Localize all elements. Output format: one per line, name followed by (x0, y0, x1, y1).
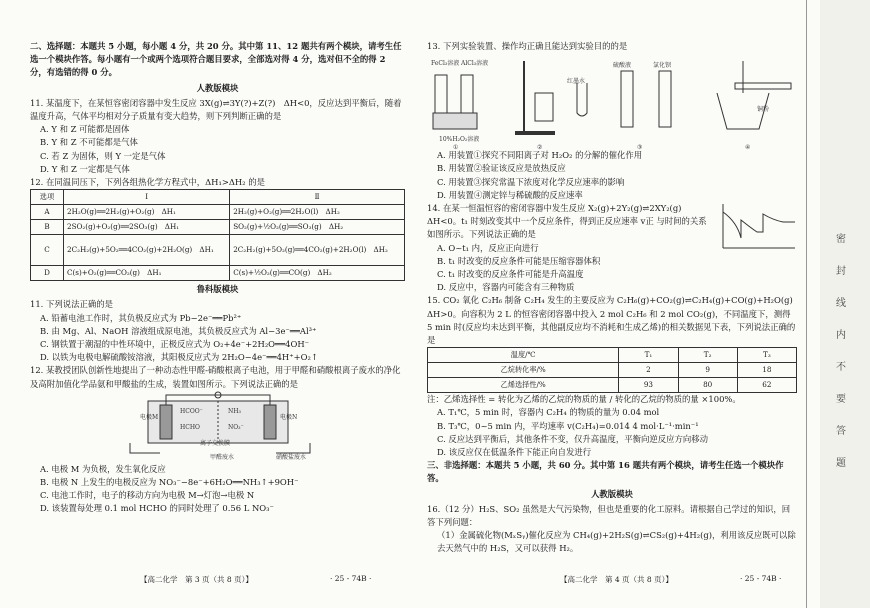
q11-stem: 11. 某温度下，在某恒容密闭容器中发生反应 3X(g)⇌3Y(?)+Z(?) ΔH<0，反应达到平衡后，随着温度升高，气体平均相对分子质量有变大趋势，则下列判断正确的是 (30, 97, 402, 122)
q13-option-c: C. 用装置③探究常温下浓度对化学反应速率的影响 (437, 176, 625, 187)
rate-time-graph (717, 202, 797, 252)
table-cell: 62 (737, 378, 796, 393)
table-header: 温度/℃ (428, 348, 619, 363)
spine-char: 密 (836, 234, 846, 245)
table-cell: 乙烯选择性/% (428, 378, 619, 393)
q15-table (427, 347, 797, 393)
spine-char: 不 (836, 362, 846, 373)
table-cell: C(s)+O₂(g)══CO₂(g) ΔH₁ (64, 266, 230, 281)
table-cell: B (31, 220, 64, 235)
table-cell: 93 (619, 378, 678, 393)
module-a-heading-right: 人教版模块 (591, 488, 633, 499)
table-row (31, 266, 405, 281)
q11b-option-b: B. 由 Mg、Al、NaOH 溶液组成原电池，其负极反应式为 Al−3e⁻══Al³⁺ (40, 325, 317, 336)
page-footer-right: 【高二化学 第 4 页（共 8 页）】 (560, 575, 673, 584)
q14-stem: 14. 在某一恒温恒容的密闭容器中发生反应 X₂(g)+2Y₂(g)⇌2XY₂(g) ΔH<0。t₁ 时刻改变其中一个反应条件，得到正反应速率 v正 与时间的关系如图所示。下列说法正确的是 (427, 203, 707, 240)
table-row (428, 363, 797, 378)
spine-char: 题 (836, 458, 846, 469)
q14-option-c: C. t₁ 时改变的反应条件可能是升高温度 (437, 269, 584, 280)
q15-option-a: A. T₁℃，5 min 时，容器内 C₂H₄ 的物质的量为 0.04 mol (437, 407, 660, 418)
fig-label: 10%H₂O₂溶液 (439, 136, 480, 144)
q11-option-d: D. Y 和 Z 一定都是气体 (40, 163, 130, 174)
table-header: T₁ (619, 348, 678, 363)
fig-label: 甲醛废水 (210, 453, 235, 461)
fig-label: ① (453, 144, 459, 152)
fig-label: 电极N (280, 413, 298, 421)
fig-label: HCOO⁻ (180, 407, 203, 415)
table-cell: SO₂(g)+½O₂(g)══SO₃(g) ΔH₂ (230, 220, 405, 235)
fig-label: HCHO (180, 423, 200, 431)
table-cell: 2SO₂(g)+O₂(g)══2SO₃(g) ΔH₁ (64, 220, 230, 235)
right-page (427, 40, 802, 556)
table-cell: 2H₂O(g)══2H₂(g)+O₂(g) ΔH₁ (64, 205, 230, 220)
q13-option-d: D. 用装置④测定锌与稀硫酸的反应速率 (437, 189, 583, 200)
table-row (31, 205, 405, 220)
fig-label: AlCl₃溶液 (461, 60, 489, 68)
table-cell: A (31, 205, 64, 220)
table-cell: 80 (678, 378, 737, 393)
q14-option-d: D. 反应中，容器内可能含有三种物质 (437, 282, 575, 293)
table-cell: C(s)+½O₂(g)══CO(g) ΔH₂ (230, 266, 405, 281)
fig-label: 氯化钡 (653, 62, 672, 70)
q13-option-a: A. 用装置①探究不同阳离子对 H₂O₂ 的分解的催化作用 (437, 150, 643, 161)
table-cell: 乙烷转化率/% (428, 363, 619, 378)
fig-label: NO₃⁻ (228, 423, 244, 431)
q12-stem: 12. 在同温同压下，下列各组热化学方程式中，ΔH₁>ΔH₂ 的是 (30, 177, 265, 188)
section2-title: 二、选择题：本题共 5 小题，每小题 4 分，共 20 分。其中第 11、12 题共有两个模块，请考生任选一个模块作答。每小题有一个或两个选项符合题目要求，全部选对得 4 分，选对但不全的得 2 分，有选错的得 0 分。 (30, 41, 402, 78)
fig-label: ③ (637, 144, 643, 152)
q12b-option-d: D. 该装置每处理 0.1 mol HCHO 的同时处理了 0.56 L NO₃⁻ (40, 503, 274, 514)
q14-option-b: B. t₁ 时改变的反应条件可能是压缩容器体积 (437, 255, 601, 266)
fig-label: ④ (745, 144, 751, 152)
q11b-option-d: D. 以铁为电极电解硫酸铵溶液，其阳极反应式为 2H₂O−4e⁻══4H⁺+O₂↑ (40, 352, 318, 363)
q13-option-b: B. 用装置②验证该反应是放热反应 (437, 163, 566, 174)
table-header: T₂ (678, 348, 737, 363)
module-b-heading: 鲁科版模块 (196, 284, 239, 295)
q12-table (30, 189, 405, 281)
q12b-option-a: A. 电极 M 为负极，发生氧化反应 (40, 463, 166, 474)
table-cell: 2H₂(g)+O₂(g)══2H₂O(l) ΔH₂ (230, 205, 405, 220)
q14-option-a: A. O~t₁ 内，反应正向进行 (437, 242, 539, 253)
fig-label: 电极M (140, 413, 159, 421)
q15-option-b: B. T₃℃，0~5 min 内，平均速率 v(C₂H₄)=0.014 4 mol·L⁻¹·min⁻¹ (437, 420, 699, 431)
module-a-heading: 人教版模块 (196, 82, 239, 93)
left-page (30, 40, 405, 516)
fig-label: 离子交换膜 (200, 439, 231, 447)
spine-char: 封 (836, 266, 846, 277)
q11b-option-a: A. 铅蓄电池工作时，其负极反应式为 Pb−2e⁻══Pb²⁺ (40, 312, 242, 323)
fig-label: 硝酸盐废水 (276, 453, 307, 461)
battery-figure (30, 391, 405, 463)
spine-char: 答 (836, 426, 846, 437)
table-cell: 2C₂H₂(g)+5O₂(g)══4CO₂(g)+2H₂O(l) ΔH₂ (230, 235, 405, 266)
q11-option-b: B. Y 和 Z 不可能都是气体 (40, 137, 138, 148)
table-row (428, 378, 797, 393)
q11-option-c: C. 若 Z 为固体，则 Y 一定是气体 (40, 150, 166, 161)
table-header: T₃ (737, 348, 796, 363)
fig-label: FeCl₃溶液 (431, 60, 460, 68)
q11b-stem: 11. 下列说法正确的是 (30, 299, 113, 310)
table-header: Ⅱ (230, 190, 405, 205)
table-cell: 2 (619, 363, 678, 378)
table-header: Ⅰ (64, 190, 230, 205)
q12b-stem: 12. 某教授团队创新性地提出了一种动态性甲醛-硝酸根离子电池，用于甲醛和硝酸根离子废水的净化及高附加值化学品氨和甲酸盐的生成，装置如图所示。下列说法正确的是 (30, 365, 401, 389)
q15-option-c: C. 反应达到平衡后，其他条件不变，仅升高温度，平衡向逆反应方向移动 (437, 433, 709, 444)
spine-char: 要 (836, 394, 846, 405)
table-cell: C (31, 235, 64, 266)
table-row (31, 235, 405, 266)
spine-char: 线 (836, 298, 846, 309)
fig-label: NH₃ (228, 407, 241, 415)
fig-label: 铜粉 (757, 106, 770, 114)
table-row (31, 220, 405, 235)
q15-option-d: D. 该反应仅在低温条件下能正向自发进行 (437, 447, 592, 458)
page-code-left: · 25 - 74B · (330, 574, 372, 583)
spine-char: 内 (836, 330, 846, 341)
q11b-option-c: C. 钢铁置于潮湿的中性环境中，正极反应式为 O₂+4e⁻+2H₂O══4OH⁻ (40, 339, 310, 350)
q15-note: 注：乙烯选择性 = 转化为乙烯的乙烷的物质的量 / 转化的乙烷的物质的量 ×100%。 (427, 394, 741, 405)
fig-label: 硫酸液 (613, 62, 632, 70)
table-cell: D (31, 266, 64, 281)
section3-title: 三、非选择题：本题共 5 小题，共 60 分。其中第 16 题共有两个模块，请考生任选一个模块作答。 (427, 460, 784, 484)
q11-option-a: A. Y 和 Z 可能都是固体 (40, 124, 130, 135)
table-cell: 9 (678, 363, 737, 378)
q16-stem: 16.（12 分）H₂S、SO₂ 虽然是大气污染物，但也是重要的化工原料。请根据自己学过的知识，回答下列问题： (427, 503, 791, 528)
page-footer-left: 【高二化学 第 3 页（共 8 页）】 (140, 575, 253, 584)
q15-stem: 15. CO₂ 氧化 C₂H₆ 制备 C₂H₄ 发生的主要反应为 C₂H₆(g)+CO₂(g)⇌C₂H₄(g)+CO(g)+H₂O(g) ΔH>0。向容积为 2 L 的恒容密闭容器中投入 2 mol C₂H₆ 和 2 mol CO₂(g)，不同温度下，测得 5 min 时(反应均未达到平衡，其他副反应均不消耗和生成乙烯)的相关数据见下表，下列说法正确的是 (427, 295, 802, 346)
q13-figures (427, 53, 797, 152)
fig-label: ② (537, 144, 543, 152)
page-code-right: · 25 - 74B · (740, 574, 782, 583)
q12b-option-b: B. 电极 N 上发生的电极反应为 NO₃⁻−8e⁻+6H₂O══NH₃↑+9OH⁻ (40, 477, 299, 488)
q16-part1: （1）金属硫化物(MₓSᵧ)催化反应为 CH₄(g)+2H₂S(g)⇌CS₂(g)+4H₂(g)，利用该反应既可以除去天然气中的 H₂S，又可以获得 H₂。 (437, 530, 796, 554)
q13-stem: 13. 下列实验装置、操作均正确且能达到实验目的的是 (427, 41, 628, 51)
table-cell: 2C₂H₂(g)+5O₂══4CO₂(g)+2H₂O(g) ΔH₁ (64, 235, 230, 266)
q12b-option-c: C. 电池工作时，电子的移动方向为电极 M→灯泡→电极 N (40, 490, 255, 501)
fig-label: 红墨水 (567, 78, 586, 86)
table-header: 选项 (31, 190, 64, 205)
q14-block (427, 202, 797, 242)
table-cell: 18 (737, 363, 796, 378)
